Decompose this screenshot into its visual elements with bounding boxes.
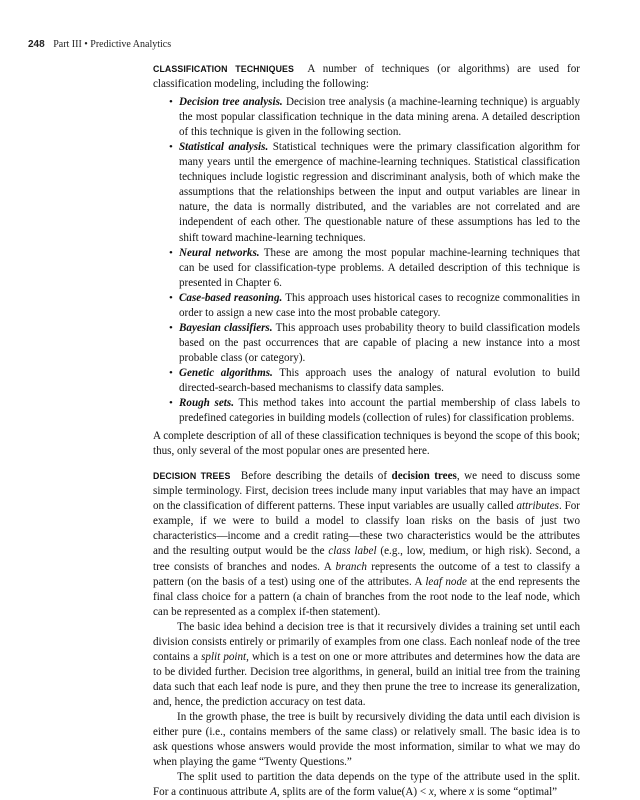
bullet-icon: • — [169, 291, 173, 304]
text-run: where — [439, 786, 467, 799]
term-description: This approach uses the analogy of natural evolution to build directed-search-based mechanisms to classify data samples. — [179, 366, 580, 394]
page-number: 248 — [28, 39, 45, 50]
list-item — [153, 140, 580, 245]
term-description: This approach uses probability theory to build classification models based on the past occurrences that are capable of placing a new instance into a most probable class (or category). — [179, 321, 581, 364]
decision-trees-heading: DECISION TREES — [153, 471, 231, 482]
variable-a: A, — [270, 786, 280, 799]
bullet-icon: • — [169, 321, 173, 334]
running-head — [28, 39, 171, 51]
decision-trees-paragraph-4 — [153, 770, 580, 800]
text-run: . For example, if we were to build a model to classify loan risks on the basis of just two characteristics—income and a credit rating—these two characteristics would be the attributes and the resulting output would be the — [153, 500, 580, 558]
term-description: This approach uses historical cases to recognize commonalities in order to assign a new case into the most probable category. — [179, 291, 580, 319]
term: Case-based reasoning. — [179, 291, 283, 304]
term: Bayesian classifiers. — [179, 321, 273, 334]
list-item — [153, 246, 580, 291]
term-description: Decision tree analysis (a machine-learning technique) is arguably the most popular classification technique in the data mining arena. A detailed description of this technique is given in the following section. — [179, 96, 580, 139]
list-item — [153, 321, 580, 366]
term: Rough sets. — [179, 397, 234, 410]
decision-trees-term: decision trees — [391, 470, 457, 483]
term: Genetic algorithms. — [179, 366, 273, 379]
decision-trees-paragraph-1 — [153, 469, 580, 619]
list-item — [153, 396, 580, 426]
term: Decision tree analysis. — [179, 96, 283, 109]
classification-techniques-heading: CLASSIFICATION TECHNIQUES — [153, 64, 294, 74]
main-text — [153, 62, 580, 800]
term-description: This method takes into account the partial membership of class labels to predefined categories in building models (collection of rules) for classification problems. — [179, 397, 580, 425]
bullet-icon: • — [169, 397, 173, 410]
classification-intro-paragraph — [153, 62, 580, 92]
text-run: , we need to discuss some simple terminology. First, decision trees include many input variables that may have an impact on the classification of different patterns. These input variables are usually called — [153, 470, 581, 513]
text-run: represents the outcome of a test to classify a pattern (on the basis of a test) using one of the attributes. A — [153, 560, 580, 588]
term: Statistical analysis. — [179, 141, 269, 154]
bullet-icon: • — [169, 96, 173, 109]
classification-intro-text: A number of techniques (or algorithms) are used for classification modeling, including the following: — [153, 63, 580, 91]
term: Neural networks. — [179, 246, 260, 259]
variable-x: x — [469, 786, 475, 799]
list-item — [153, 95, 580, 140]
decision-trees-paragraph-2 — [153, 620, 580, 710]
text-run: The split used to partition the data depends on the type of the attribute used in the split. For a continuous attribute — [153, 771, 580, 799]
text-run: (e.g., low, medium, or high risk). Second, a tree consists of branches and nodes. A — [153, 545, 580, 573]
class-label-term: class label — [328, 545, 377, 558]
term-description: Statistical techniques were the primary classification algorithm for many years until the emergence of machine-learning techniques. Statistical classification techniques include logistic regression and discriminant analysis, both of which make the assumptions that the relationships between the input and output variables are linear in nature, the data is normally distributed, and the variables are not correlated and are independent of each other. The questionable nature of these assumptions has led to the shift toward machine-learning techniques. — [179, 141, 580, 244]
list-item — [153, 291, 580, 321]
section-spacer — [153, 459, 580, 469]
text-run: splits are of the form value(A) < — [282, 786, 427, 799]
part-title: Part III • Predictive Analytics — [53, 39, 172, 50]
branch-term: branch — [335, 560, 367, 573]
bullet-icon: • — [169, 141, 173, 154]
classification-techniques-list — [153, 95, 580, 426]
bullet-icon: • — [169, 246, 173, 259]
term-description: These are among the most popular machine-learning techniques that can be used for classification-type problems. A detailed description of this technique is presented in Chapter 6. — [179, 246, 581, 289]
text-run: at the end represents the final class choice for a pattern (a chain of branches from the root node to the leaf node, which can be represented as a complex if-then statement). — [153, 575, 580, 618]
text-run: Before describing the details of — [240, 470, 388, 483]
text-run: The basic idea behind a decision tree is that it recursively divides a training set until each division consists entirely or primarily of examples from one class. Each nonleaf node of the tree contains a — [153, 620, 580, 663]
split-point-term: split point, — [201, 650, 249, 663]
text-run: which is a test on one or more attributes and determines how the data are to be divided further. Decision tree algorithms, in general, build an initial tree from the training data such that each leaf node is pure, and they then prune the tree to increase its generalization, and, hence, the prediction accuracy on test data. — [153, 650, 581, 708]
bullet-icon: • — [169, 366, 173, 379]
decision-trees-paragraph-3: In the growth phase, the tree is built by recursively dividing the data until each division is either pure (i.e., contains members of the same class) or relatively small. The basic idea is to ask questions whose answers would provide the most information, similar to what we may do when playing the game “Twenty Questions.” — [153, 710, 580, 769]
text-run: is some “optimal” — [476, 786, 558, 799]
leaf-node-term: leaf node — [425, 575, 467, 588]
attributes-term: attributes — [516, 500, 559, 513]
variable-x: x, — [428, 786, 437, 799]
list-item — [153, 366, 580, 396]
classification-closing-paragraph: A complete description of all of these classification techniques is beyond the scope of this book; thus, only several of the most popular ones are presented here. — [153, 430, 580, 458]
